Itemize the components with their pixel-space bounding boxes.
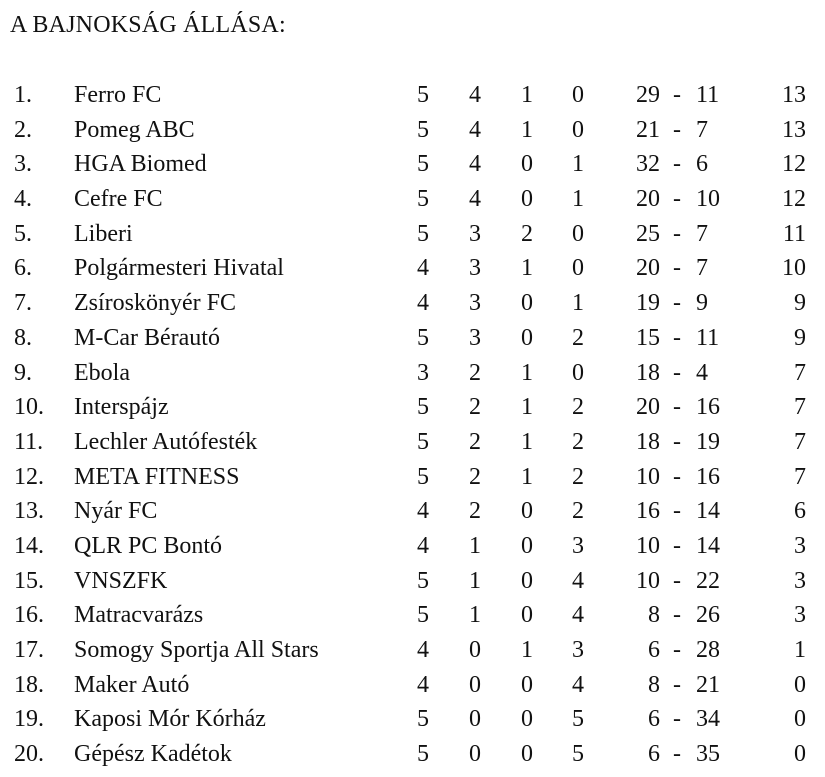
goals-against-cell: 11 [696,82,720,108]
points-cell: 13 [782,116,806,143]
points-cell: 7 [794,359,806,386]
team-name-cell: Lechler Autófesték [74,428,258,455]
position-cell: 13. [14,498,44,525]
team-name-cell: Ferro FC [74,82,162,108]
lost-cell: 4 [572,671,584,698]
goals-for-cell: 20 [636,186,660,213]
goal-separator: - [673,671,681,698]
position-cell: 20. [14,741,44,768]
goals-against-cell: 4 [696,359,708,386]
played-cell: 5 [417,324,429,351]
played-cell: 4 [417,637,429,663]
won-cell: 3 [469,290,481,317]
won-cell: 2 [469,428,481,455]
team-name-cell: Maker Autó [74,671,190,698]
drawn-cell: 1 [521,463,533,490]
drawn-cell: 1 [521,255,533,282]
goals-against-cell: 21 [696,671,720,698]
drawn-cell: 1 [521,394,533,421]
played-cell: 5 [417,602,429,629]
table-row [0,113,825,148]
played-cell: 5 [417,151,429,178]
points-cell: 9 [794,290,806,317]
drawn-cell: 0 [521,498,533,525]
team-name-cell: META FITNESS [74,463,240,490]
lost-cell: 1 [572,186,584,213]
goals-for-cell: 8 [648,671,660,698]
table-row [0,668,825,703]
lost-cell: 3 [572,637,584,663]
lost-cell: 2 [572,428,584,455]
goal-separator: - [673,116,681,143]
goals-against-cell: 35 [696,741,720,768]
played-cell: 4 [417,498,429,525]
position-cell: 6. [14,255,32,282]
played-cell: 5 [417,463,429,490]
lost-cell: 0 [572,116,584,143]
won-cell: 2 [469,463,481,490]
goals-against-cell: 34 [696,706,720,733]
drawn-cell: 1 [521,359,533,386]
played-cell: 3 [417,359,429,386]
goal-separator: - [673,428,681,455]
goals-against-cell: 22 [696,567,720,594]
team-name-cell: Liberi [74,220,133,247]
position-cell: 14. [14,532,44,559]
table-row [0,460,825,495]
points-cell: 13 [782,82,806,108]
goals-for-cell: 18 [636,359,660,386]
won-cell: 2 [469,359,481,386]
goals-for-cell: 10 [636,463,660,490]
points-cell: 1 [794,637,806,663]
goal-separator: - [673,567,681,594]
lost-cell: 4 [572,602,584,629]
team-name-cell: VNSZFK [74,567,168,594]
drawn-cell: 0 [521,151,533,178]
table-row [0,702,825,737]
team-name-cell: Zsíroskönyér FC [74,290,236,317]
goals-against-cell: 9 [696,290,708,317]
points-cell: 11 [782,220,806,247]
table-row [0,147,825,182]
won-cell: 4 [469,186,481,213]
team-name-cell: HGA Biomed [74,151,207,178]
drawn-cell: 0 [521,324,533,351]
table-row [0,251,825,286]
goals-for-cell: 6 [648,706,660,733]
won-cell: 3 [469,220,481,247]
goals-for-cell: 20 [636,394,660,421]
goal-separator: - [673,324,681,351]
goals-for-cell: 18 [636,428,660,455]
lost-cell: 3 [572,532,584,559]
played-cell: 5 [417,82,429,108]
won-cell: 0 [469,671,481,698]
position-cell: 17. [14,637,44,663]
goal-separator: - [673,290,681,317]
points-cell: 12 [782,151,806,178]
points-cell: 3 [794,567,806,594]
drawn-cell: 0 [521,186,533,213]
team-name-cell: Gépész Kadétok [74,741,232,768]
goal-separator: - [673,463,681,490]
position-cell: 15. [14,567,44,594]
won-cell: 3 [469,255,481,282]
played-cell: 4 [417,532,429,559]
won-cell: 0 [469,706,481,733]
played-cell: 5 [417,394,429,421]
position-cell: 4. [14,186,32,213]
points-cell: 10 [782,255,806,282]
goal-separator: - [673,186,681,213]
position-cell: 2. [14,116,32,143]
won-cell: 4 [469,82,481,108]
team-name-cell: Nyár FC [74,498,158,525]
lost-cell: 5 [572,741,584,768]
goal-separator: - [673,394,681,421]
goals-against-cell: 16 [696,394,720,421]
played-cell: 5 [417,116,429,143]
drawn-cell: 1 [521,428,533,455]
position-cell: 1. [14,82,32,108]
won-cell: 4 [469,116,481,143]
team-name-cell: QLR PC Bontó [74,532,223,559]
goals-against-cell: 11 [696,324,720,351]
position-cell: 19. [14,706,44,733]
position-cell: 3. [14,151,32,178]
goals-for-cell: 25 [636,220,660,247]
won-cell: 4 [469,151,481,178]
drawn-cell: 0 [521,671,533,698]
goal-separator: - [673,359,681,386]
standings-table [0,78,825,772]
goals-against-cell: 14 [696,532,720,559]
table-row [0,598,825,633]
won-cell: 1 [469,567,481,594]
lost-cell: 0 [572,220,584,247]
position-cell: 11. [14,428,44,455]
points-cell: 7 [794,463,806,490]
won-cell: 2 [469,394,481,421]
goals-against-cell: 14 [696,498,720,525]
goals-against-cell: 19 [696,428,720,455]
goal-separator: - [673,637,681,663]
goals-for-cell: 6 [648,741,660,768]
goals-for-cell: 8 [648,602,660,629]
team-name-cell: Cefre FC [74,186,163,213]
table-row [0,494,825,529]
table-row [0,564,825,599]
played-cell: 4 [417,255,429,282]
team-name-cell: M-Car Bérautó [74,324,220,351]
points-cell: 3 [794,532,806,559]
goal-separator: - [673,220,681,247]
points-cell: 12 [782,186,806,213]
points-cell: 9 [794,324,806,351]
goals-against-cell: 10 [696,186,720,213]
drawn-cell: 1 [521,637,533,663]
played-cell: 4 [417,290,429,317]
goals-for-cell: 19 [636,290,660,317]
points-cell: 0 [794,741,806,768]
goal-separator: - [673,741,681,768]
table-row [0,390,825,425]
goal-separator: - [673,602,681,629]
drawn-cell: 0 [521,567,533,594]
position-cell: 10. [14,394,44,421]
team-name-cell: Matracvarázs [74,602,204,629]
goal-separator: - [673,706,681,733]
table-row [0,286,825,321]
team-name-cell: Polgármesteri Hivatal [74,255,284,282]
position-cell: 8. [14,324,32,351]
drawn-cell: 0 [521,706,533,733]
lost-cell: 5 [572,706,584,733]
points-cell: 0 [794,671,806,698]
lost-cell: 0 [572,255,584,282]
goal-separator: - [673,532,681,559]
position-cell: 12. [14,463,44,490]
goals-for-cell: 10 [636,567,660,594]
goals-for-cell: 15 [636,324,660,351]
goals-for-cell: 29 [636,82,660,108]
position-cell: 9. [14,359,32,386]
drawn-cell: 0 [521,290,533,317]
won-cell: 1 [469,602,481,629]
played-cell: 5 [417,428,429,455]
lost-cell: 0 [572,82,584,108]
goals-for-cell: 16 [636,498,660,525]
won-cell: 0 [469,637,481,663]
lost-cell: 2 [572,324,584,351]
team-name-cell: Ebola [74,359,130,386]
lost-cell: 2 [572,498,584,525]
drawn-cell: 0 [521,602,533,629]
drawn-cell: 0 [521,532,533,559]
table-row [0,321,825,356]
played-cell: 5 [417,186,429,213]
points-cell: 3 [794,602,806,629]
goals-for-cell: 6 [648,637,660,663]
goals-for-cell: 10 [636,532,660,559]
goals-against-cell: 7 [696,255,708,282]
played-cell: 5 [417,741,429,768]
goal-separator: - [673,82,681,108]
points-cell: 6 [794,498,806,525]
table-row [0,633,825,668]
points-cell: 7 [794,428,806,455]
lost-cell: 1 [572,290,584,317]
table-row [0,78,825,113]
table-row [0,182,825,217]
lost-cell: 0 [572,359,584,386]
goals-for-cell: 32 [636,151,660,178]
table-row [0,529,825,564]
table-row [0,217,825,252]
position-cell: 5. [14,220,32,247]
played-cell: 5 [417,706,429,733]
points-cell: 0 [794,706,806,733]
played-cell: 4 [417,671,429,698]
position-cell: 7. [14,290,32,317]
goal-separator: - [673,255,681,282]
goal-separator: - [673,151,681,178]
won-cell: 2 [469,498,481,525]
team-name-cell: Somogy Sportja All Stars [74,637,319,663]
won-cell: 1 [469,532,481,559]
team-name-cell: Interspájz [74,394,169,421]
team-name-cell: Kaposi Mór Kórház [74,706,266,733]
drawn-cell: 2 [521,220,533,247]
lost-cell: 2 [572,394,584,421]
goals-against-cell: 28 [696,637,720,663]
goals-against-cell: 7 [696,220,708,247]
position-cell: 18. [14,671,44,698]
drawn-cell: 1 [521,82,533,108]
table-row [0,425,825,460]
lost-cell: 2 [572,463,584,490]
lost-cell: 1 [572,151,584,178]
table-row [0,356,825,391]
goals-for-cell: 21 [636,116,660,143]
goals-against-cell: 7 [696,116,708,143]
page-title: A BAJNOKSÁG ÁLLÁSA: [10,12,286,38]
won-cell: 3 [469,324,481,351]
goal-separator: - [673,498,681,525]
goals-against-cell: 26 [696,602,720,629]
won-cell: 0 [469,741,481,768]
lost-cell: 4 [572,567,584,594]
played-cell: 5 [417,567,429,594]
goals-for-cell: 20 [636,255,660,282]
position-cell: 16. [14,602,44,629]
goals-against-cell: 6 [696,151,708,178]
played-cell: 5 [417,220,429,247]
drawn-cell: 1 [521,116,533,143]
drawn-cell: 0 [521,741,533,768]
team-name-cell: Pomeg ABC [74,116,195,143]
points-cell: 7 [794,394,806,421]
table-row [0,737,825,772]
goals-against-cell: 16 [696,463,720,490]
